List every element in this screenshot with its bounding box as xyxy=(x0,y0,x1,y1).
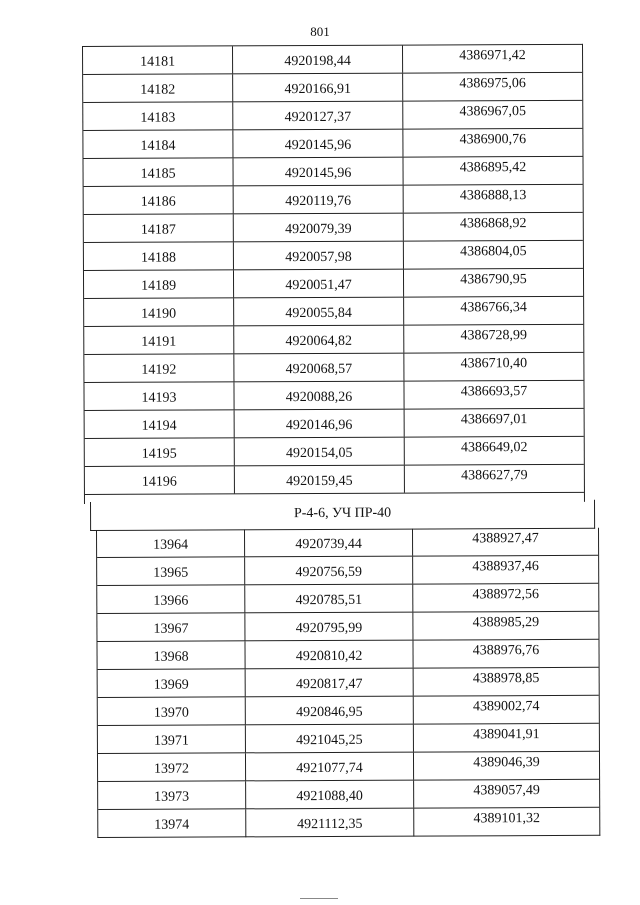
table-row xyxy=(97,556,598,586)
table-row xyxy=(97,640,598,670)
y-coordinate-cell: 4386766,34 xyxy=(460,300,527,316)
section-heading: Р-4-6, УЧ ПР-40 xyxy=(90,500,595,531)
point-number-cell: 14191 xyxy=(84,326,234,354)
x-coordinate-cell: 4920810,42 xyxy=(245,641,413,669)
y-coordinate-cell: 4386790,95 xyxy=(460,272,527,288)
point-number-cell: 14195 xyxy=(85,438,235,466)
point-number-cell: 13968 xyxy=(97,641,245,669)
x-coordinate-cell: 4920154,05 xyxy=(235,438,405,466)
table-row xyxy=(98,696,599,726)
point-number-cell: 14192 xyxy=(84,354,234,382)
y-coordinate-cell: 4386710,40 xyxy=(460,356,528,372)
point-number-cell: 13965 xyxy=(97,557,245,585)
x-coordinate-cell: 4920057,98 xyxy=(234,242,404,270)
x-coordinate-cell: 4920166,91 xyxy=(233,74,403,102)
table-row xyxy=(97,612,598,642)
y-coordinate-cell: 4386693,57 xyxy=(460,384,528,400)
y-coordinate-cell: 4386971,42 xyxy=(459,48,526,64)
x-coordinate-cell: 4921112,35 xyxy=(246,809,414,838)
table-row xyxy=(84,213,583,243)
x-coordinate-cell: 4920088,26 xyxy=(234,382,404,410)
point-number-cell: 13974 xyxy=(98,809,246,838)
table-row xyxy=(84,185,583,215)
x-coordinate-cell: 4920846,95 xyxy=(246,697,414,725)
table-row xyxy=(85,437,584,467)
x-coordinate-cell: 4921045,25 xyxy=(246,725,414,753)
point-number-cell: 13972 xyxy=(98,753,246,781)
y-coordinate-cell: 4386627,79 xyxy=(461,468,528,484)
x-coordinate-cell: 4920145,96 xyxy=(233,130,403,158)
point-number-cell: 13973 xyxy=(98,781,246,809)
y-coordinate-cell: 4386888,13 xyxy=(459,188,527,204)
point-number-cell: 14182 xyxy=(83,74,233,102)
point-number-cell: 14189 xyxy=(84,270,234,298)
point-number-cell: 14193 xyxy=(84,382,234,410)
x-coordinate-cell: 4921088,40 xyxy=(246,781,414,809)
y-coordinate-cell: 4389041,91 xyxy=(473,727,540,743)
x-coordinate-cell: 4920145,96 xyxy=(233,158,403,186)
x-coordinate-cell: 4920817,47 xyxy=(246,669,414,697)
point-number-cell: 14190 xyxy=(84,298,234,326)
x-coordinate-cell: 4920198,44 xyxy=(233,46,403,74)
table-row xyxy=(97,528,598,558)
table-row xyxy=(83,73,582,103)
y-coordinate-cell: 4388976,76 xyxy=(472,643,540,659)
y-coordinate-cell: 4389002,74 xyxy=(472,699,540,715)
point-number-cell: 14184 xyxy=(83,130,233,158)
x-coordinate-cell: 4920064,82 xyxy=(234,326,404,354)
y-coordinate-cell: 4389046,39 xyxy=(473,755,540,771)
y-coordinate-cell: 4388972,56 xyxy=(472,587,540,603)
coordinates-table-2 xyxy=(96,528,600,838)
table-row xyxy=(98,780,599,810)
table-row xyxy=(84,269,583,299)
y-coordinate-cell: 4386697,01 xyxy=(460,412,528,428)
table-row xyxy=(98,668,599,698)
table-row xyxy=(97,584,598,614)
y-coordinate-cell: 4389057,49 xyxy=(473,783,540,799)
x-coordinate-cell: 4920055,84 xyxy=(234,298,404,326)
table-row xyxy=(98,752,599,782)
coordinates-table-1 xyxy=(82,44,585,504)
table-row xyxy=(84,353,583,383)
y-coordinate-cell: 4386868,92 xyxy=(459,216,527,232)
x-coordinate-cell: 4920146,96 xyxy=(235,410,405,438)
x-coordinate-cell: 4921077,74 xyxy=(246,753,414,781)
x-coordinate-cell: 4920739,44 xyxy=(245,529,413,557)
point-number-cell: 14194 xyxy=(85,410,235,438)
x-coordinate-cell: 4920785,51 xyxy=(245,585,413,613)
table-row xyxy=(83,157,582,187)
y-coordinate-cell: 4386649,02 xyxy=(460,440,528,456)
y-coordinate-cell: 4388927,47 xyxy=(472,531,539,547)
point-number-cell: 14196 xyxy=(85,466,235,494)
point-number-cell: 13967 xyxy=(97,613,245,641)
point-number-cell: 14188 xyxy=(84,242,234,270)
y-coordinate-cell: 4388937,46 xyxy=(472,559,539,575)
point-number-cell: 14185 xyxy=(83,158,233,186)
point-number-cell: 14187 xyxy=(84,214,234,242)
x-coordinate-cell: 4920051,47 xyxy=(234,270,404,298)
table-row xyxy=(84,241,583,271)
table-row xyxy=(98,724,599,754)
point-number-cell: 13969 xyxy=(98,669,246,697)
x-coordinate-cell: 4920068,57 xyxy=(234,354,404,382)
point-number-cell: 14183 xyxy=(83,102,233,130)
point-number-cell: 14186 xyxy=(84,186,234,214)
page-number: 801 xyxy=(310,24,330,39)
point-number-cell: 13970 xyxy=(98,697,246,725)
table-row xyxy=(85,465,584,495)
x-coordinate-cell: 4920127,37 xyxy=(233,102,403,130)
table-row xyxy=(83,45,582,75)
y-coordinate-cell: 4386975,06 xyxy=(459,76,526,92)
table-row xyxy=(85,409,584,439)
y-coordinate-cell: 4389101,32 xyxy=(473,811,541,827)
x-coordinate-cell: 4920119,76 xyxy=(234,186,404,214)
x-coordinate-cell: 4920079,39 xyxy=(234,214,404,242)
y-coordinate-cell: 4388985,29 xyxy=(472,615,540,631)
point-number-cell: 13964 xyxy=(97,529,245,557)
y-coordinate-cell: 4386900,76 xyxy=(459,132,527,148)
table-row xyxy=(84,381,583,411)
table-row xyxy=(83,129,582,159)
point-number-cell: 13966 xyxy=(97,585,245,613)
y-coordinate-cell: 4386967,05 xyxy=(459,104,527,120)
x-coordinate-cell: 4920159,45 xyxy=(235,466,405,494)
y-coordinate-cell: 4386804,05 xyxy=(460,244,527,260)
y-coordinate-cell: 4386728,99 xyxy=(460,328,528,344)
scan-edge-mark xyxy=(300,898,338,903)
table-row xyxy=(84,325,583,355)
point-number-cell: 13971 xyxy=(98,725,246,753)
y-coordinate-cell: 4388978,85 xyxy=(472,671,540,687)
x-coordinate-cell: 4920795,99 xyxy=(245,613,413,641)
x-coordinate-cell: 4920756,59 xyxy=(245,557,413,585)
point-number-cell: 14181 xyxy=(83,46,233,74)
y-coordinate-cell: 4386895,42 xyxy=(459,160,527,176)
table-row xyxy=(98,808,599,838)
table-row xyxy=(83,101,582,131)
table-row xyxy=(84,297,583,327)
